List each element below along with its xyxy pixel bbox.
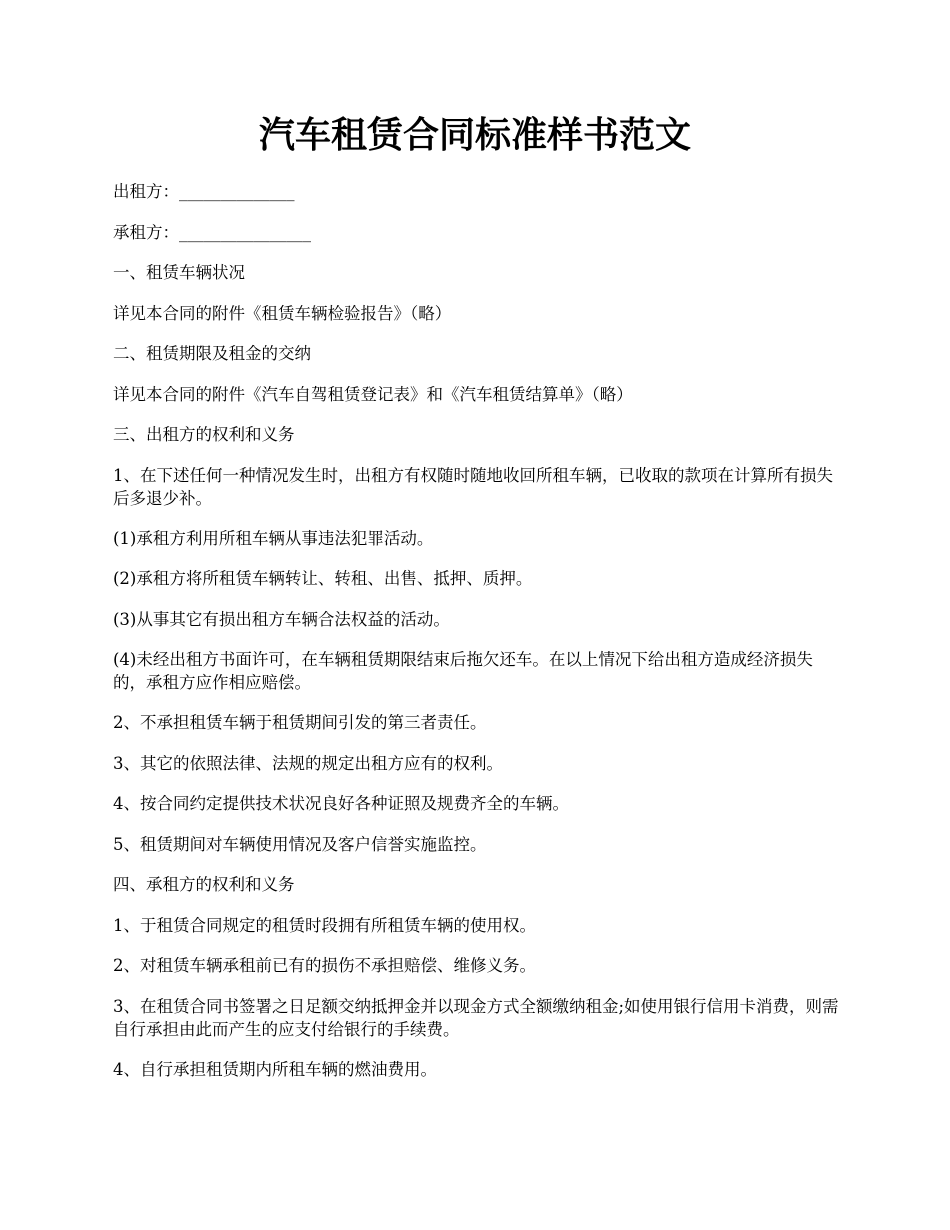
paragraph: (3)从事其它有损出租方车辆合法权益的活动。 [113,609,450,629]
paragraph: 2、对租赁车辆承租前已有的损伤不承担赔偿、维修义务。 [113,956,536,975]
paragraph: (4)未经出租方书面许可，在车辆租赁期限结束后拖欠还车。在以上情况下给出租方造成经济损失的，承租方应作相应赔偿。 [113,650,813,692]
paragraph: 详见本合同的附件《租赁车辆检验报告》（略） [113,303,452,323]
section-heading-1: 一、租赁车辆状况 [113,263,245,282]
paragraph: 详见本合同的附件《汽车自驾租赁登记表》和《汽车租赁结算单》（略） [113,384,633,404]
paragraph: 3、其它的依照法律、法规的规定出租方应有的权利。 [113,753,503,773]
section-heading-4: 四、承租方的权利和义务 [113,875,295,894]
paragraph: 3、在租赁合同书签署之日足额交纳抵押金并以现金方式全额缴纳租金;如使用银行信用卡消费，则需自行承担由此而产生的应支付给银行的手续费。 [113,996,839,1039]
paragraph: 5、租赁期间对车辆使用情况及客户信誉实施监控。 [113,834,487,854]
paragraph: (1)承租方利用所租车辆从事违法犯罪活动。 [113,528,434,548]
document-title: 汽车租赁合同标准样书范文 [258,114,691,156]
paragraph: 1、于租赁合同规定的租赁时段拥有所租赁车辆的使用权。 [113,915,536,935]
paragraph: 4、按合同约定提供技术状况良好各种证照及规费齐全的车辆。 [113,794,569,813]
lessee-field: 承租方：________________ [113,222,311,242]
paragraph: 1、在下述任何一种情况发生时，出租方有权随时随地收回所租车辆，已收取的款项在计算所有损失后多退少补。 [113,465,833,508]
paragraph: (2)承租方将所租赁车辆转让、转租、出售、抵押、质押。 [113,569,533,588]
section-heading-3: 三、出租方的权利和义务 [113,425,295,444]
document-body [113,180,843,1098]
lessor-field: 出租方：______________ [113,182,295,201]
paragraph: 2、不承担租赁车辆于租赁期间引发的第三者责任。 [113,713,487,732]
section-heading-2: 二、租赁期限及租金的交纳 [113,344,311,363]
paragraph: 4、自行承担租赁期内所租车辆的燃油费用。 [113,1059,437,1079]
